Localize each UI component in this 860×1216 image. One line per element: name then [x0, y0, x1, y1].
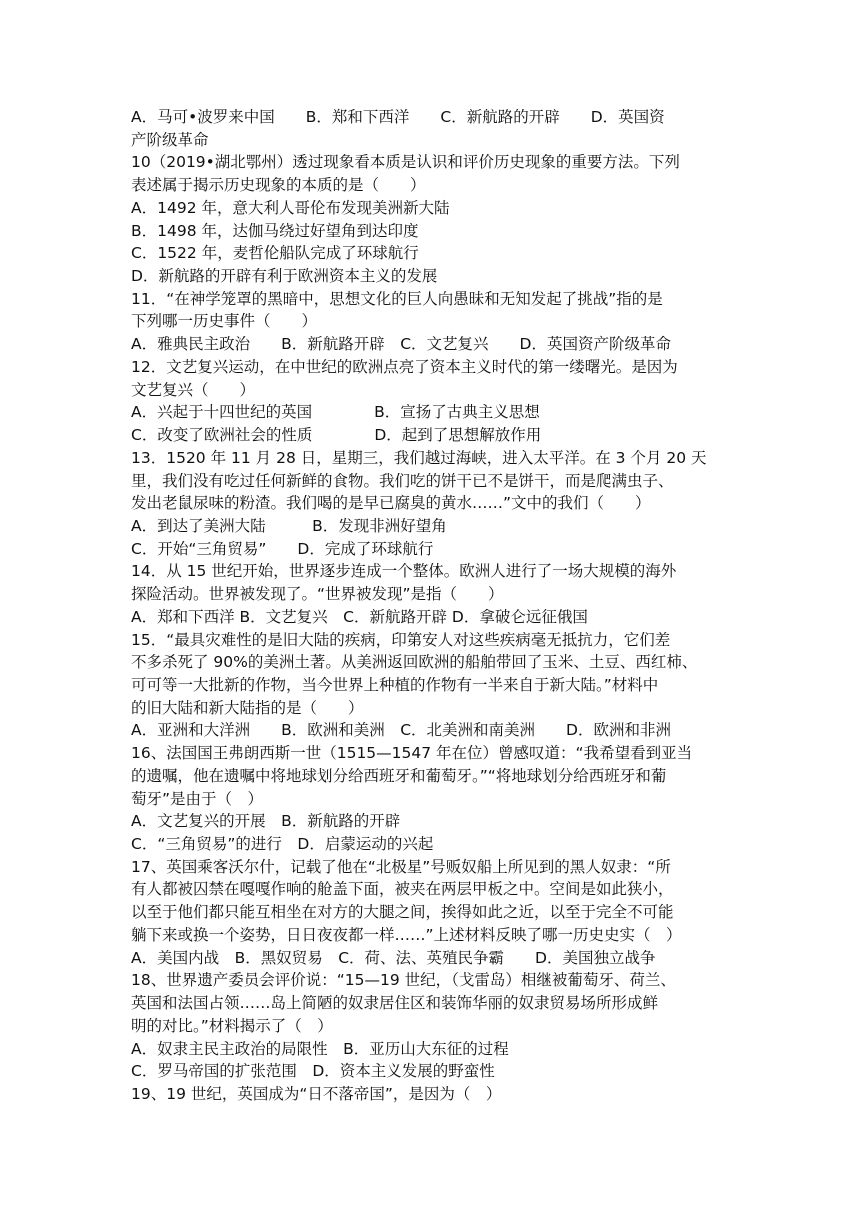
text-line: D．新航路的开辟有利于欧洲资本主义的发展	[131, 267, 438, 286]
text-line: A．马可•波罗来中国 B．郑和下西洋 C．新航路的开辟 D．英国资	[131, 108, 665, 126]
text-line: 产阶级革命	[131, 130, 209, 149]
text-line: 10（2019•湖北鄂州）透过现象看本质是认识和评价历史现象的重要方法。下列	[131, 153, 680, 172]
text-line: 明的对比。”材料揭示了（ ）	[131, 1016, 333, 1035]
text-line: 下列哪一历史事件（ ）	[131, 312, 318, 331]
text-line: 15．“最具灾难性的是旧大陆的疾病，印第安人对这些疾病毫无抵抗力，它们差	[131, 630, 671, 649]
text-line: A．雅典民主政治 B．新航路开辟 C．文艺复兴 D．英国资产阶级革命	[131, 335, 671, 354]
text-line: 12．文艺复兴运动，在中世纪的欧洲点亮了资本主义时代的第一缕曙光。是因为	[131, 357, 678, 376]
text-line: 17、英国乘客沃尔什，记载了他在“北极星”号贩奴船上所见到的黑人奴隶：“所	[131, 857, 671, 876]
text-line: A．亚洲和大洋洲 B．欧洲和美洲 C．北美洲和南美洲 D．欧洲和非洲	[131, 721, 671, 740]
text-line: 表述属于揭示历史现象的本质的是（ ）	[131, 176, 426, 195]
text-line: A．郑和下西洋 B．文艺复兴 C．新航路开辟 D．拿破仑远征俄国	[131, 607, 588, 626]
text-line: 躺下来或换一个姿势，日日夜夜都一样……”上述材料反映了哪一历史史实（ ）	[131, 925, 682, 944]
text-line: 13．1520 年 11 月 28 日，星期三，我们越过海峡，进入太平洋。在 3 个月 20 天	[131, 448, 707, 467]
text-line: 19、19 世纪，英国成为“日不落帝国”，是因为（ ）	[131, 1084, 502, 1103]
text-line: 里，我们没有吃过任何新鲜的食物。我们吃的饼干已不是饼干，而是爬满虫子、	[131, 471, 674, 490]
text-line: A．到达了美洲大陆 B．发现非洲好望角	[131, 516, 447, 535]
text-line: 14．从 15 世纪开始，世界逐步连成一个整体。欧洲人进行了一场大规模的海外	[131, 562, 677, 581]
text-line: A．兴起于十四世纪的英国 B．宣扬了古典主义思想	[131, 403, 540, 422]
text-line: 探险活动。世界被发现了。“世界被发现”是指（ ）	[131, 585, 504, 604]
text-line: C．“三角贸易”的进行 D．启蒙运动的兴起	[131, 835, 434, 854]
text-line: 不多杀死了 90%的美洲土著。从美洲返回欧洲的船舶带回了玉米、土豆、西红柿、	[131, 653, 698, 672]
text-line: 16、法国国王弗朗西斯一世（1515—1547 年在位）曾感叹道：“我希望看到亚当	[131, 744, 693, 763]
text-line: 18、世界遗产委员会评价说：“15—19 世纪，（戈雷岛）相继被葡萄牙、荷兰、	[131, 971, 676, 990]
text-line: A．美国内战 B．黑奴贸易 C．荷、法、英殖民争霸 D．美国独立战争	[131, 948, 656, 967]
text-line: 萄牙”是由于（ ）	[131, 789, 264, 808]
text-line: A．1492 年，意大利人哥伦布发现美洲新大陆	[131, 198, 450, 217]
text-line: 的遗嘱，他在遗嘱中将地球划分给西班牙和葡萄牙。”“将地球划分给西班牙和葡	[131, 766, 667, 785]
text-line: A．奴隶主民主政治的局限性 B．亚历山大东征的过程	[131, 1039, 509, 1058]
text-line: A．文艺复兴的开展 B．新航路的开辟	[131, 812, 401, 831]
text-line: 以至于他们都只能互相坐在对方的大腿之间，挨得如此之近，以至于完全不可能	[131, 903, 674, 922]
text-line: C．1522 年，麦哲伦船队完成了环球航行	[131, 244, 419, 263]
text-line: C．罗马帝国的扩张范围 D．资本主义发展的野蛮性	[131, 1062, 495, 1081]
text-line: 可可等一大批新的作物，当今世界上种植的作物有一半来自于新大陆。”材料中	[131, 676, 659, 694]
text-line: B．1498 年，达伽马绕过好望角到达印度	[131, 221, 419, 240]
text-line: 有人都被囚禁在嘎嘎作响的舱盖下面，被夹在两层甲板之中。空间是如此狭小，	[131, 880, 674, 899]
text-line: 的旧大陆和新大陆指的是（ ）	[131, 698, 364, 717]
text-line: 英国和法国占领……岛上简陋的奴隶居住区和装饰华丽的奴隶贸易场所形成鲜	[131, 994, 659, 1013]
text-line: 文艺复兴（ ）	[131, 380, 256, 399]
text-line: C．开始“三角贸易” D．完成了环球航行	[131, 539, 434, 558]
text-line: 11．“在神学笼罩的黑暗中，思想文化的巨人向愚昧和无知发起了挑战”指的是	[131, 289, 663, 308]
text-line: C．改变了欧洲社会的性质 D．起到了思想解放作用	[131, 426, 542, 445]
text-line: 发出老鼠尿味的粉渣。我们喝的是早已腐臭的黄水……”文中的我们（ ）	[131, 494, 651, 513]
